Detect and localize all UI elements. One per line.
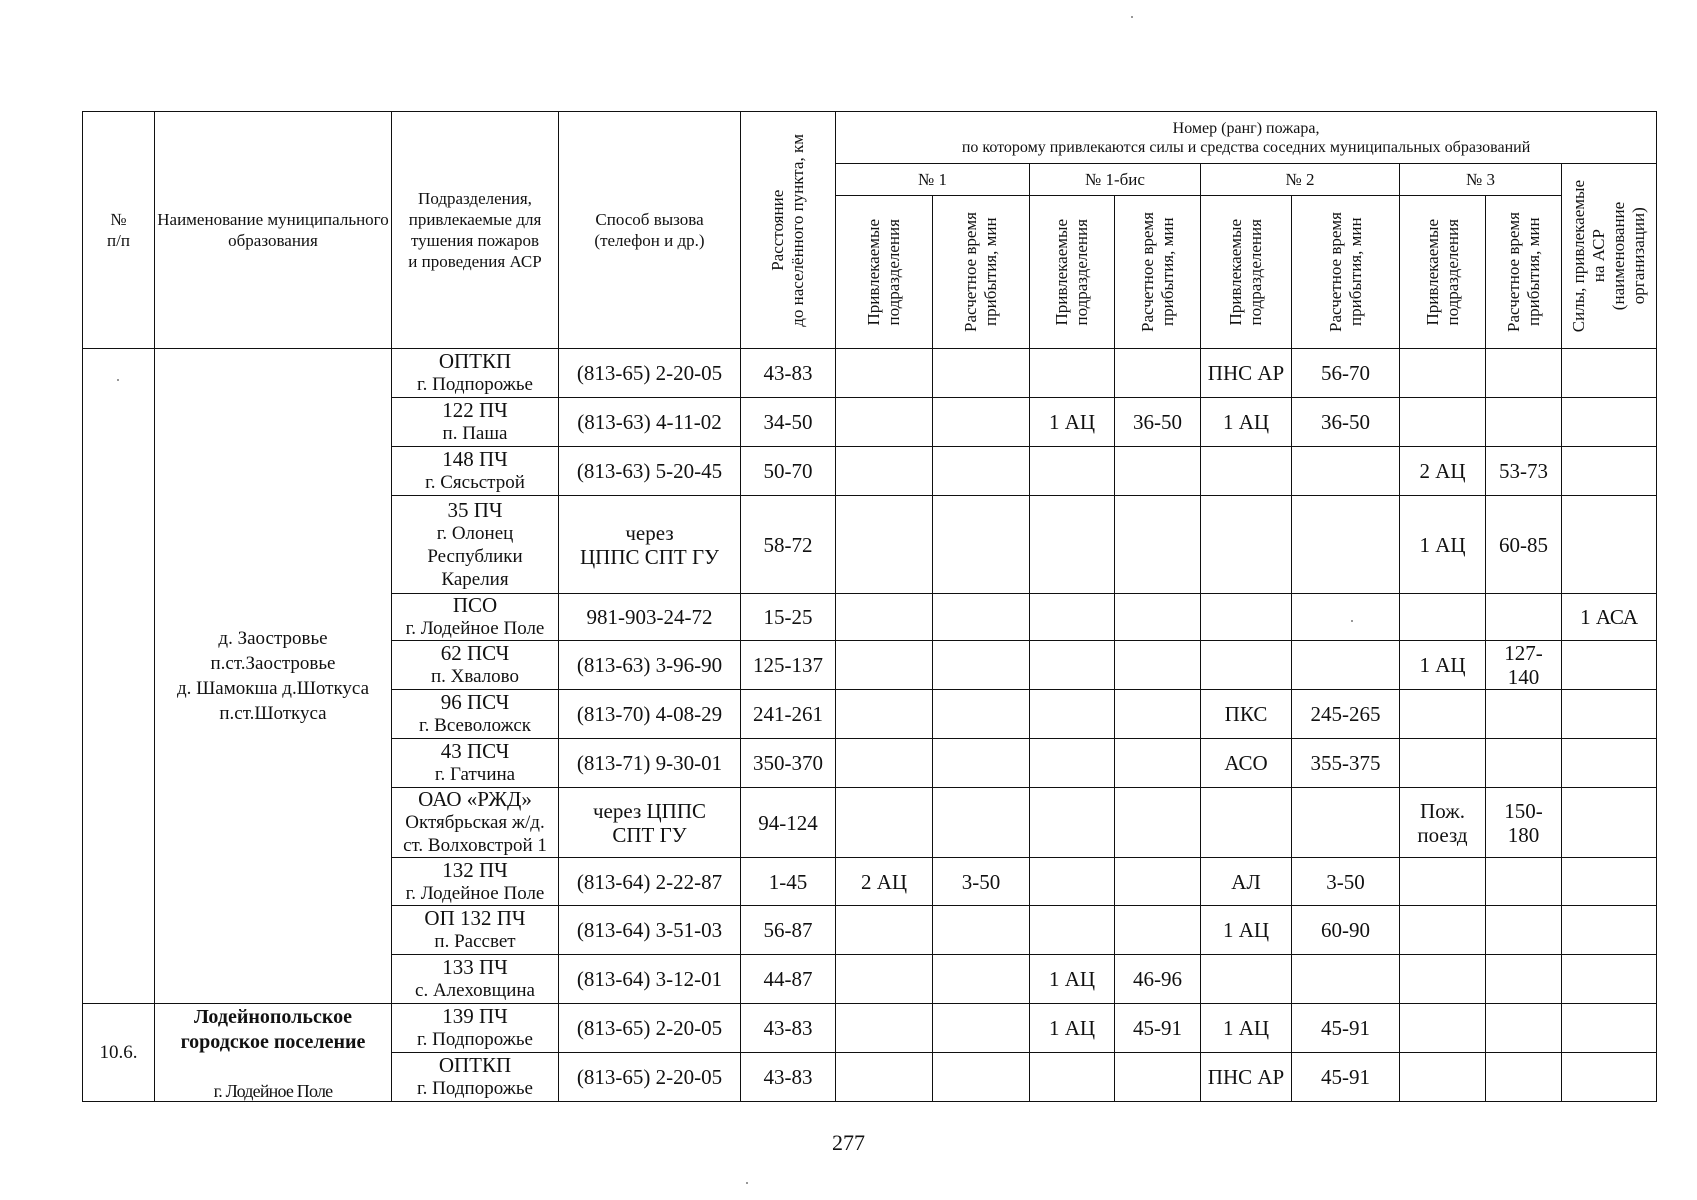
rank2-time-cell-text: 45-91 bbox=[1321, 1065, 1370, 1089]
unit-cell bbox=[392, 594, 559, 641]
asr-forces-cell bbox=[1562, 739, 1657, 788]
rank3-units-cell bbox=[1400, 1053, 1486, 1102]
call-method-cell bbox=[559, 447, 741, 496]
rank2-units-cell bbox=[1201, 496, 1292, 594]
distance-cell-text: 350-370 bbox=[753, 751, 823, 775]
rank1-time-cell bbox=[933, 398, 1030, 447]
rank3-units-cell bbox=[1400, 1004, 1486, 1053]
call-method-cell bbox=[559, 690, 741, 739]
rank3-units-cell-text: 1 АЦ bbox=[1419, 532, 1466, 557]
scan-speck bbox=[746, 1182, 748, 1184]
rank3-time-cell bbox=[1486, 641, 1562, 690]
rank1-units-cell bbox=[836, 690, 933, 739]
rank1-units-cell bbox=[836, 955, 933, 1004]
rank1-units-cell bbox=[836, 398, 933, 447]
rank2-time-cell bbox=[1292, 496, 1400, 594]
rank1-units-cell bbox=[836, 349, 933, 398]
unit-location: Октябрьская ж/д. ст. Волховстрой 1 bbox=[403, 812, 547, 856]
rank2-units-cell-text: АСО bbox=[1224, 751, 1268, 775]
distance-cell bbox=[741, 906, 836, 955]
unit-location: п. Хвалово bbox=[430, 666, 520, 687]
unit-cell bbox=[392, 641, 559, 690]
rank1-units-cell bbox=[836, 641, 933, 690]
rank2-time-cell bbox=[1292, 739, 1400, 788]
header-num: № п/п bbox=[83, 112, 155, 349]
rank1-time-cell bbox=[933, 788, 1030, 858]
rank3-time-cell bbox=[1486, 788, 1562, 858]
unit-cell bbox=[392, 788, 559, 858]
unit-cell bbox=[392, 955, 559, 1004]
asr-forces-cell bbox=[1562, 1004, 1657, 1053]
call-method-cell-text: (813-70) 4-08-29 bbox=[576, 702, 723, 726]
asr-forces-cell bbox=[1562, 906, 1657, 955]
rank2-time-cell-text: 36-50 bbox=[1321, 410, 1370, 434]
rank2-time-cell-text: 355-375 bbox=[1310, 751, 1381, 775]
rank3-units-cell bbox=[1400, 398, 1486, 447]
asr-forces-cell-text: 1 АСА bbox=[1580, 605, 1639, 629]
rank1bis-time-cell bbox=[1115, 447, 1201, 496]
header-units: Подразделения, привлекаемые для тушения пожаров и проведения АСР bbox=[392, 112, 559, 349]
header-engaged-units: Привлекаемые подразделения bbox=[836, 196, 933, 349]
rank2-time-cell bbox=[1292, 955, 1400, 1004]
call-method-cell bbox=[559, 858, 741, 906]
rank1-time-cell bbox=[933, 496, 1030, 594]
unit-name: 139 ПЧ bbox=[442, 1004, 508, 1028]
unit-cell bbox=[392, 739, 559, 788]
rank2-units-cell-text: 1 АЦ bbox=[1222, 410, 1270, 434]
unit-name: 148 ПЧ bbox=[442, 447, 508, 471]
rank2-units-cell bbox=[1201, 398, 1292, 447]
rank2-units-cell bbox=[1201, 906, 1292, 955]
call-method-cell-text: через ЦППС СПТ ГУ bbox=[579, 520, 719, 569]
rank2-units-cell-text: АЛ bbox=[1231, 869, 1261, 894]
rank1bis-units-cell bbox=[1030, 788, 1115, 858]
fire-forces-table bbox=[82, 111, 1657, 1102]
asr-forces-cell bbox=[1562, 447, 1657, 496]
rank2-units-cell bbox=[1201, 641, 1292, 690]
unit-location: г. Лодейное Поле bbox=[405, 882, 545, 904]
distance-cell-text: 34-50 bbox=[763, 410, 813, 434]
rank3-time-cell-text: 60-85 bbox=[1499, 532, 1548, 557]
rank1bis-time-cell-text: 46-96 bbox=[1133, 967, 1182, 991]
rank3-units-cell-text: Пож. поезд bbox=[1417, 798, 1468, 847]
rank2-units-cell bbox=[1201, 1053, 1292, 1102]
unit-location: п. Паша bbox=[442, 423, 508, 444]
unit-cell bbox=[392, 1053, 559, 1102]
unit-location: г. Лодейное Поле bbox=[405, 618, 545, 639]
rank2-units-cell bbox=[1201, 788, 1292, 858]
rank3-units-cell bbox=[1400, 788, 1486, 858]
asr-forces-cell bbox=[1562, 955, 1657, 1004]
rank1-time-cell bbox=[933, 594, 1030, 641]
rank3-units-cell bbox=[1400, 349, 1486, 398]
rank3-time-cell bbox=[1486, 349, 1562, 398]
rank2-units-cell bbox=[1201, 349, 1292, 398]
unit-name: 132 ПЧ bbox=[442, 857, 508, 882]
rank1bis-units-cell-text: 1 АЦ bbox=[1048, 967, 1096, 991]
distance-cell bbox=[741, 398, 836, 447]
rank1bis-time-cell bbox=[1115, 906, 1201, 955]
distance-cell bbox=[741, 1004, 836, 1053]
rank1-time-cell bbox=[933, 447, 1030, 496]
distance-cell bbox=[741, 349, 836, 398]
rank3-time-cell-text: 53-73 bbox=[1499, 459, 1548, 483]
unit-name: ОАО «РЖД» bbox=[418, 787, 532, 811]
rank3-time-cell-text: 127- 140 bbox=[1504, 641, 1543, 689]
rank2-time-cell bbox=[1292, 594, 1400, 641]
rank2-units-cell-text: 1 АЦ bbox=[1222, 1016, 1270, 1040]
table-row bbox=[83, 1004, 1657, 1053]
rank1-time-cell bbox=[933, 739, 1030, 788]
rank1bis-time-cell bbox=[1115, 349, 1201, 398]
distance-cell-text: 241-261 bbox=[753, 702, 823, 726]
rank2-units-cell bbox=[1201, 739, 1292, 788]
header-est-time: Расчетное время прибытия, мин bbox=[1115, 196, 1201, 349]
unit-name: ПСО bbox=[452, 593, 498, 617]
unit-location: г. Сясьстрой bbox=[425, 472, 525, 493]
rank3-time-cell bbox=[1486, 690, 1562, 739]
rank2-time-cell-text: 56-70 bbox=[1321, 361, 1370, 385]
rank1bis-units-cell bbox=[1030, 594, 1115, 641]
header-call-method: Способ вызова (телефон и др.) bbox=[559, 112, 741, 349]
call-method-cell bbox=[559, 1004, 741, 1053]
rank2-time-cell bbox=[1292, 1053, 1400, 1102]
header-rank-2: № 2 bbox=[1201, 164, 1400, 196]
rank3-time-cell bbox=[1486, 906, 1562, 955]
rank3-units-cell bbox=[1400, 739, 1486, 788]
unit-location: г. Подпорожье bbox=[417, 1029, 533, 1050]
rank2-units-cell bbox=[1201, 690, 1292, 739]
unit-cell bbox=[392, 690, 559, 739]
rank2-time-cell bbox=[1292, 906, 1400, 955]
municipality-cell bbox=[155, 1004, 392, 1102]
distance-cell-text: 1-45 bbox=[768, 869, 808, 894]
asr-forces-cell bbox=[1562, 1053, 1657, 1102]
rank2-units-cell bbox=[1201, 594, 1292, 641]
rank1bis-time-cell bbox=[1115, 955, 1201, 1004]
rank3-time-cell-text: 150- 180 bbox=[1504, 798, 1543, 847]
header-municipality: Наименование муниципального образования bbox=[155, 112, 392, 349]
distance-cell-text: 15-25 bbox=[763, 605, 813, 629]
rank1-time-cell bbox=[933, 1053, 1030, 1102]
distance-cell bbox=[741, 690, 836, 739]
unit-location: г. Олонец Республики Карелия bbox=[427, 522, 523, 590]
rank2-time-cell bbox=[1292, 398, 1400, 447]
rank1-units-cell-text: 2 АЦ bbox=[860, 869, 908, 894]
unit-location: п. Рассвет bbox=[434, 931, 516, 952]
header-est-time: Расчетное время прибытия, мин bbox=[1486, 196, 1562, 349]
call-method-cell-text: через ЦППС СПТ ГУ bbox=[592, 798, 706, 847]
call-method-cell bbox=[559, 349, 741, 398]
rank2-time-cell bbox=[1292, 858, 1400, 906]
asr-forces-cell bbox=[1562, 349, 1657, 398]
unit-cell bbox=[392, 1004, 559, 1053]
unit-cell bbox=[392, 906, 559, 955]
header-est-time: Расчетное время прибытия, мин bbox=[1292, 196, 1400, 349]
unit-cell bbox=[392, 349, 559, 398]
rank1bis-units-cell bbox=[1030, 1053, 1115, 1102]
rank2-time-cell-text: 245-265 bbox=[1310, 702, 1381, 726]
distance-cell bbox=[741, 594, 836, 641]
call-method-cell bbox=[559, 641, 741, 690]
rank1bis-units-cell bbox=[1030, 398, 1115, 447]
rank3-units-cell bbox=[1400, 641, 1486, 690]
call-method-cell-text: (813-65) 2-20-05 bbox=[576, 1065, 723, 1089]
distance-cell-text: 44-87 bbox=[763, 967, 813, 991]
section-lodeynopolskoye bbox=[83, 1004, 1657, 1102]
rank1bis-units-cell bbox=[1030, 739, 1115, 788]
rank2-time-cell bbox=[1292, 1004, 1400, 1053]
section-zaostrovye bbox=[83, 349, 1657, 1004]
rank2-time-cell bbox=[1292, 690, 1400, 739]
unit-location: с. Алеховщина bbox=[415, 980, 535, 1001]
town-name: г. Лодейное Поле bbox=[213, 1080, 333, 1101]
call-method-cell bbox=[559, 398, 741, 447]
unit-cell bbox=[392, 398, 559, 447]
rank3-units-cell-text: 2 АЦ bbox=[1419, 459, 1466, 483]
rank3-units-cell bbox=[1400, 594, 1486, 641]
unit-name: ОП 132 ПЧ bbox=[424, 906, 526, 930]
rank3-time-cell bbox=[1486, 594, 1562, 641]
rank1-time-cell-text: 3-50 bbox=[961, 869, 1001, 894]
unit-name: 96 ПСЧ bbox=[440, 690, 510, 714]
rank1-time-cell bbox=[933, 349, 1030, 398]
call-method-cell-text: (813-63) 4-11-02 bbox=[577, 410, 722, 434]
unit-name: 122 ПЧ bbox=[442, 398, 508, 422]
rank1bis-time-cell bbox=[1115, 858, 1201, 906]
rank1-units-cell bbox=[836, 496, 933, 594]
rank2-units-cell-text: 1 АЦ bbox=[1222, 918, 1270, 942]
call-method-cell-text: (813-71) 9-30-01 bbox=[576, 751, 723, 775]
distance-cell bbox=[741, 858, 836, 906]
rank1bis-time-cell bbox=[1115, 1004, 1201, 1053]
unit-cell bbox=[392, 858, 559, 906]
distance-cell bbox=[741, 1053, 836, 1102]
distance-cell-text: 58-72 bbox=[763, 532, 813, 557]
distance-cell-text: 125-137 bbox=[753, 653, 823, 677]
header-engaged-units: Привлекаемые подразделения bbox=[1201, 196, 1292, 349]
row-number-cell bbox=[83, 349, 155, 1004]
rank1bis-time-cell bbox=[1115, 398, 1201, 447]
distance-cell-text: 56-87 bbox=[763, 918, 813, 942]
asr-forces-cell bbox=[1562, 398, 1657, 447]
distance-cell-text: 43-83 bbox=[763, 1016, 813, 1040]
call-method-cell bbox=[559, 955, 741, 1004]
unit-name: 35 ПЧ bbox=[447, 497, 503, 522]
rank1bis-time-cell bbox=[1115, 641, 1201, 690]
rank1bis-units-cell bbox=[1030, 641, 1115, 690]
rank2-units-cell bbox=[1201, 955, 1292, 1004]
rank1bis-time-cell-text: 45-91 bbox=[1133, 1016, 1182, 1040]
call-method-cell-text: (813-65) 2-20-05 bbox=[576, 361, 723, 385]
rank1-time-cell bbox=[933, 641, 1030, 690]
distance-cell bbox=[741, 447, 836, 496]
unit-location: г. Гатчина bbox=[434, 764, 516, 785]
rank2-time-cell bbox=[1292, 349, 1400, 398]
call-method-cell bbox=[559, 496, 741, 594]
header-rank-1: № 1 bbox=[836, 164, 1030, 196]
distance-cell bbox=[741, 955, 836, 1004]
rank2-time-cell-text: 45-91 bbox=[1321, 1016, 1370, 1040]
rank3-time-cell bbox=[1486, 496, 1562, 594]
rank2-units-cell bbox=[1201, 1004, 1292, 1053]
header-distance: Расстояние до населённого пункта, км bbox=[741, 112, 836, 349]
unit-location: г. Всеволожск bbox=[419, 715, 531, 736]
rank1bis-time-cell bbox=[1115, 1053, 1201, 1102]
call-method-cell-text: 981-903-24-72 bbox=[586, 605, 713, 629]
distance-cell bbox=[741, 496, 836, 594]
distance-cell-text: 94-124 bbox=[758, 810, 818, 835]
rank1-time-cell bbox=[933, 690, 1030, 739]
rank1bis-time-cell bbox=[1115, 594, 1201, 641]
rank3-time-cell bbox=[1486, 858, 1562, 906]
call-method-cell-text: (813-64) 3-12-01 bbox=[576, 967, 723, 991]
distance-cell-text: 43-83 bbox=[763, 361, 813, 385]
rank1bis-units-cell bbox=[1030, 906, 1115, 955]
rank1bis-units-cell-text: 1 АЦ bbox=[1048, 410, 1096, 434]
header-rank-3: № 3 bbox=[1400, 164, 1562, 196]
rank1-units-cell bbox=[836, 447, 933, 496]
unit-name: 62 ПСЧ bbox=[440, 641, 510, 665]
header-rank-title: Номер (ранг) пожара, по которому привлекаются силы и средства соседних муниципальных образований bbox=[836, 112, 1657, 164]
header-est-time: Расчетное время прибытия, мин bbox=[933, 196, 1030, 349]
call-method-cell-text: (813-64) 3-51-03 bbox=[576, 918, 723, 942]
rank1bis-units-cell bbox=[1030, 690, 1115, 739]
municipality-cell bbox=[155, 349, 392, 1004]
rank1-units-cell bbox=[836, 906, 933, 955]
asr-forces-cell bbox=[1562, 690, 1657, 739]
rank1bis-time-cell bbox=[1115, 788, 1201, 858]
rank1bis-units-cell bbox=[1030, 447, 1115, 496]
rank1bis-units-cell bbox=[1030, 349, 1115, 398]
rank1bis-time-cell bbox=[1115, 739, 1201, 788]
rank2-units-cell-text: ПНС АР bbox=[1207, 361, 1285, 385]
page-number: 277 bbox=[832, 1130, 865, 1155]
rank1-units-cell bbox=[836, 594, 933, 641]
unit-name: ОПТКП bbox=[438, 1053, 512, 1077]
rank3-units-cell bbox=[1400, 690, 1486, 739]
unit-cell bbox=[392, 447, 559, 496]
rank3-units-cell-text: 1 АЦ bbox=[1419, 653, 1466, 677]
call-method-cell bbox=[559, 739, 741, 788]
unit-location: г. Подпорожье bbox=[417, 1078, 533, 1099]
rank3-time-cell bbox=[1486, 1053, 1562, 1102]
call-method-cell-text: (813-63) 3-96-90 bbox=[576, 653, 723, 677]
rank1bis-time-cell bbox=[1115, 690, 1201, 739]
call-method-cell bbox=[559, 594, 741, 641]
asr-forces-cell bbox=[1562, 594, 1657, 641]
unit-name: ОПТКП bbox=[438, 349, 512, 373]
rank1-units-cell bbox=[836, 1004, 933, 1053]
unit-name: 133 ПЧ bbox=[442, 955, 508, 979]
call-method-cell bbox=[559, 1053, 741, 1102]
rank2-time-cell-text: 3-50 bbox=[1326, 869, 1365, 894]
call-method-cell-text: (813-65) 2-20-05 bbox=[576, 1016, 723, 1040]
distance-cell bbox=[741, 788, 836, 858]
rank3-units-cell bbox=[1400, 955, 1486, 1004]
call-method-cell-text: (813-64) 2-22-87 bbox=[576, 869, 723, 894]
rank1bis-units-cell-text: 1 АЦ bbox=[1048, 1016, 1096, 1040]
asr-forces-cell bbox=[1562, 858, 1657, 906]
asr-forces-cell bbox=[1562, 788, 1657, 858]
rank3-time-cell bbox=[1486, 447, 1562, 496]
rank1bis-units-cell bbox=[1030, 1004, 1115, 1053]
unit-cell bbox=[392, 496, 559, 594]
rank1-units-cell bbox=[836, 858, 933, 906]
rank2-units-cell-text: ПНС АР bbox=[1207, 1065, 1285, 1089]
rank1-units-cell bbox=[836, 1053, 933, 1102]
rank1-units-cell bbox=[836, 739, 933, 788]
call-method-cell bbox=[559, 788, 741, 858]
rank2-time-cell bbox=[1292, 641, 1400, 690]
municipality-settlements: д. Заостровье п.ст.Заостровье д. Шамокша д.Шоткуса п.ст.Шоткуса bbox=[176, 628, 370, 724]
rank1bis-units-cell bbox=[1030, 858, 1115, 906]
rank3-time-cell bbox=[1486, 398, 1562, 447]
rank1-units-cell bbox=[836, 788, 933, 858]
rank1bis-time-cell-text: 36-50 bbox=[1133, 410, 1182, 434]
distance-cell bbox=[741, 641, 836, 690]
distance-cell-text: 43-83 bbox=[763, 1065, 813, 1089]
rank3-units-cell bbox=[1400, 447, 1486, 496]
rank1bis-units-cell bbox=[1030, 955, 1115, 1004]
rank1-time-cell bbox=[933, 906, 1030, 955]
row-number-cell: 10.6. bbox=[83, 1004, 155, 1102]
distance-cell-text: 50-70 bbox=[763, 459, 813, 483]
rank2-time-cell-text: 60-90 bbox=[1321, 918, 1370, 942]
rank3-time-cell bbox=[1486, 739, 1562, 788]
rank3-units-cell bbox=[1400, 496, 1486, 594]
rank2-time-cell bbox=[1292, 447, 1400, 496]
rank2-units-cell bbox=[1201, 858, 1292, 906]
rank3-time-cell bbox=[1486, 955, 1562, 1004]
rank1bis-time-cell bbox=[1115, 496, 1201, 594]
call-method-cell bbox=[559, 906, 741, 955]
rank2-time-cell bbox=[1292, 788, 1400, 858]
distance-cell bbox=[741, 739, 836, 788]
settlement-name: Лодейнопольское городское поселение bbox=[180, 1005, 366, 1053]
header-asr-forces: Силы, привлекаемые на АСР (наименование организации) bbox=[1562, 164, 1657, 349]
rank1bis-units-cell bbox=[1030, 496, 1115, 594]
rank3-units-cell bbox=[1400, 906, 1486, 955]
rank1-time-cell bbox=[933, 1004, 1030, 1053]
rank3-time-cell bbox=[1486, 1004, 1562, 1053]
rank3-units-cell bbox=[1400, 858, 1486, 906]
unit-location: г. Подпорожье bbox=[417, 374, 533, 395]
table-row bbox=[83, 349, 1657, 398]
unit-name: 43 ПСЧ bbox=[440, 739, 510, 763]
call-method-cell-text: (813-63) 5-20-45 bbox=[576, 459, 723, 483]
rank2-units-cell bbox=[1201, 447, 1292, 496]
header-engaged-units: Привлекаемые подразделения bbox=[1030, 196, 1115, 349]
rank2-units-cell-text: ПКС bbox=[1224, 702, 1268, 726]
header-engaged-units: Привлекаемые подразделения bbox=[1400, 196, 1486, 349]
asr-forces-cell bbox=[1562, 496, 1657, 594]
asr-forces-cell bbox=[1562, 641, 1657, 690]
scan-speck bbox=[1131, 16, 1133, 18]
rank1-time-cell bbox=[933, 858, 1030, 906]
header-rank-1bis: № 1-бис bbox=[1030, 164, 1201, 196]
rank1-time-cell bbox=[933, 955, 1030, 1004]
